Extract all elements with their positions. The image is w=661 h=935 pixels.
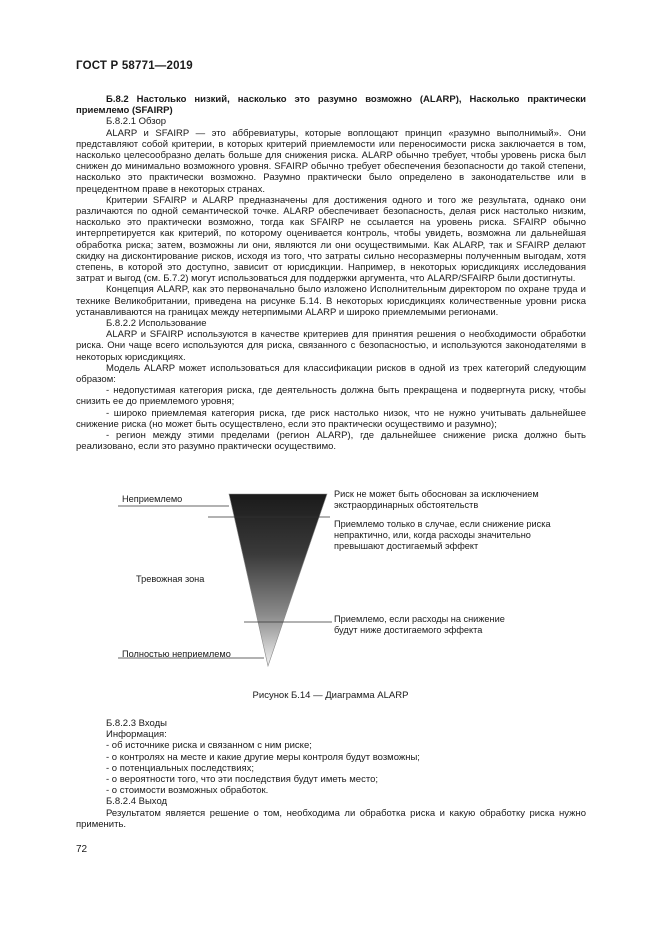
paragraph: ALARP и SFAIRP используются в качестве критериев для принятия решения о необходимости обработки риска. Они чаще всего используются для риска, связанного с безопасностью, и используются законодателями в некоторых юрисдикциях. xyxy=(76,329,586,363)
list-item: - об источнике риска и связанном с ним риске; xyxy=(106,740,312,752)
inputs-heading: Б.8.2.3 Входы xyxy=(106,718,167,729)
output-heading: Б.8.2.4 Выход xyxy=(106,796,168,808)
label-intolerable-desc: Риск не может быть обоснован за исключением экстраординарных обстоятельств xyxy=(334,489,539,511)
paragraph: Модель ALARP может использоваться для классификации рисков в одной из трех категорий следующим образом: xyxy=(76,362,586,386)
output-text: Результатом является решение о том, необходима ли обработка риска и какую обработку риска нужно применить. xyxy=(76,807,586,830)
alarp-diagram xyxy=(100,484,580,674)
list-item: - о контролях на месте и какие другие меры контроля будут возможны; xyxy=(106,751,420,763)
list-item: - широко приемлемая категория риска, где риск настолько низок, что не нужно учитывать дальнейшее снижение риска (но может быть осуществлено, если это практически осуществимо и разумно); xyxy=(76,407,586,430)
list-item: - недопустимая категория риска, где деятельность должна быть прекращена и подвергнута риску, чтобы снизить ее до приемлемого уровня; xyxy=(76,385,586,408)
overview-heading: Б.8.2.1 Обзор xyxy=(106,116,167,128)
paragraph: ALARP и SFAIRP — это аббревиатуры, которые воплощают принцип «разумно выполнимый». Они представляют собой критерии, в которых критерий приемлемости или переносимости риска заключается в том, насколько целесообразно делать больше для снижения риска. ALARP обычно требует, чтобы уровень риска был снижен до минимально возможного уровня. SFAIRP обычно требует обеспечения безопасности до такой степени, насколько это практически возможно. Разумно практически было определено в законодательстве или в прецедентном праве в некоторых странах. xyxy=(76,127,586,195)
inputs-intro: Информация: xyxy=(106,729,167,741)
document-header: ГОСТ Р 58771—2019 xyxy=(76,60,193,72)
label-unacceptable: Неприемлемо xyxy=(122,494,183,504)
section-inputs-output xyxy=(76,718,586,830)
use-heading: Б.8.2.2 Использование xyxy=(106,318,207,330)
list-item: - о стоимости возможных обработок. xyxy=(106,785,269,797)
label-acceptable-desc: Приемлемо, если расходы на снижение будут ниже достигаемого эффекта xyxy=(334,614,505,636)
paragraph: Концепция ALARP, как это первоначально было изложено Исполнительным директором по охране труда и технике Великобритании, приведена на рисунке Б.14. В некоторых юрисдикциях количественные уровни риска устанавливаются на границах между нетерпимыми ALARP и широко приемлемыми регионами. xyxy=(76,284,586,318)
label-alarp-desc: Приемлемо только в случае, если снижение риска непрактично, или, когда расходы значительно превышают достигаемый эффект xyxy=(334,519,551,552)
section-title: Б.8.2 Настолько низкий, насколько это разумно возможно (ALARP), Насколько практически приемлемо (SFAIRP) xyxy=(76,94,586,117)
list-item: - о вероятности того, что эти последствия будут иметь место; xyxy=(106,774,378,786)
label-alarp-zone: Тревожная зона xyxy=(136,574,205,584)
alarp-triangle xyxy=(229,494,327,666)
figure-caption: Рисунок Б.14 — Диаграмма ALARP xyxy=(252,690,409,701)
page-number: 72 xyxy=(76,844,88,855)
label-fully-unacceptable: Полностью неприемлемо xyxy=(122,649,231,659)
list-item: - регион между этими пределами (регион ALARP), где дальнейшее снижение риска должно быть реализовано, если это разумно практически осуществимо. xyxy=(76,430,586,453)
list-item: - о потенциальных последствиях; xyxy=(106,762,255,774)
paragraph: Критерии SFAIRP и ALARP предназначены для достижения одного и того же результата, однако они различаются по одной семантической точке. ALARP обеспечивает безопасность, делая риск настолько низким, насколько это практически возможно, тогда как SFAIRP не ссылается на уровень риска. SFAIRP обычно интерпретируется как критерий, по которому оценивается контроль, чтобы увидеть, возможна ли дальнейшая обработка риска; затем, возможны ли они, являются ли они осуществимыми. Как ALARP, так и SFAIRP делают скидку на дисконтирование рисков, исходя из того, что затраты сильно несоразмерны полученным выгодам, хотя степень, в которой это доступно, зависит от юрисдикции. Например, в некоторых юрисдикциях исследования затрат и выгод (см. Б.7.2) могут использоваться для поддержки аргумента, что ALARP/SFAIRP были достигнуты. xyxy=(76,194,586,285)
section-b82 xyxy=(76,94,586,453)
